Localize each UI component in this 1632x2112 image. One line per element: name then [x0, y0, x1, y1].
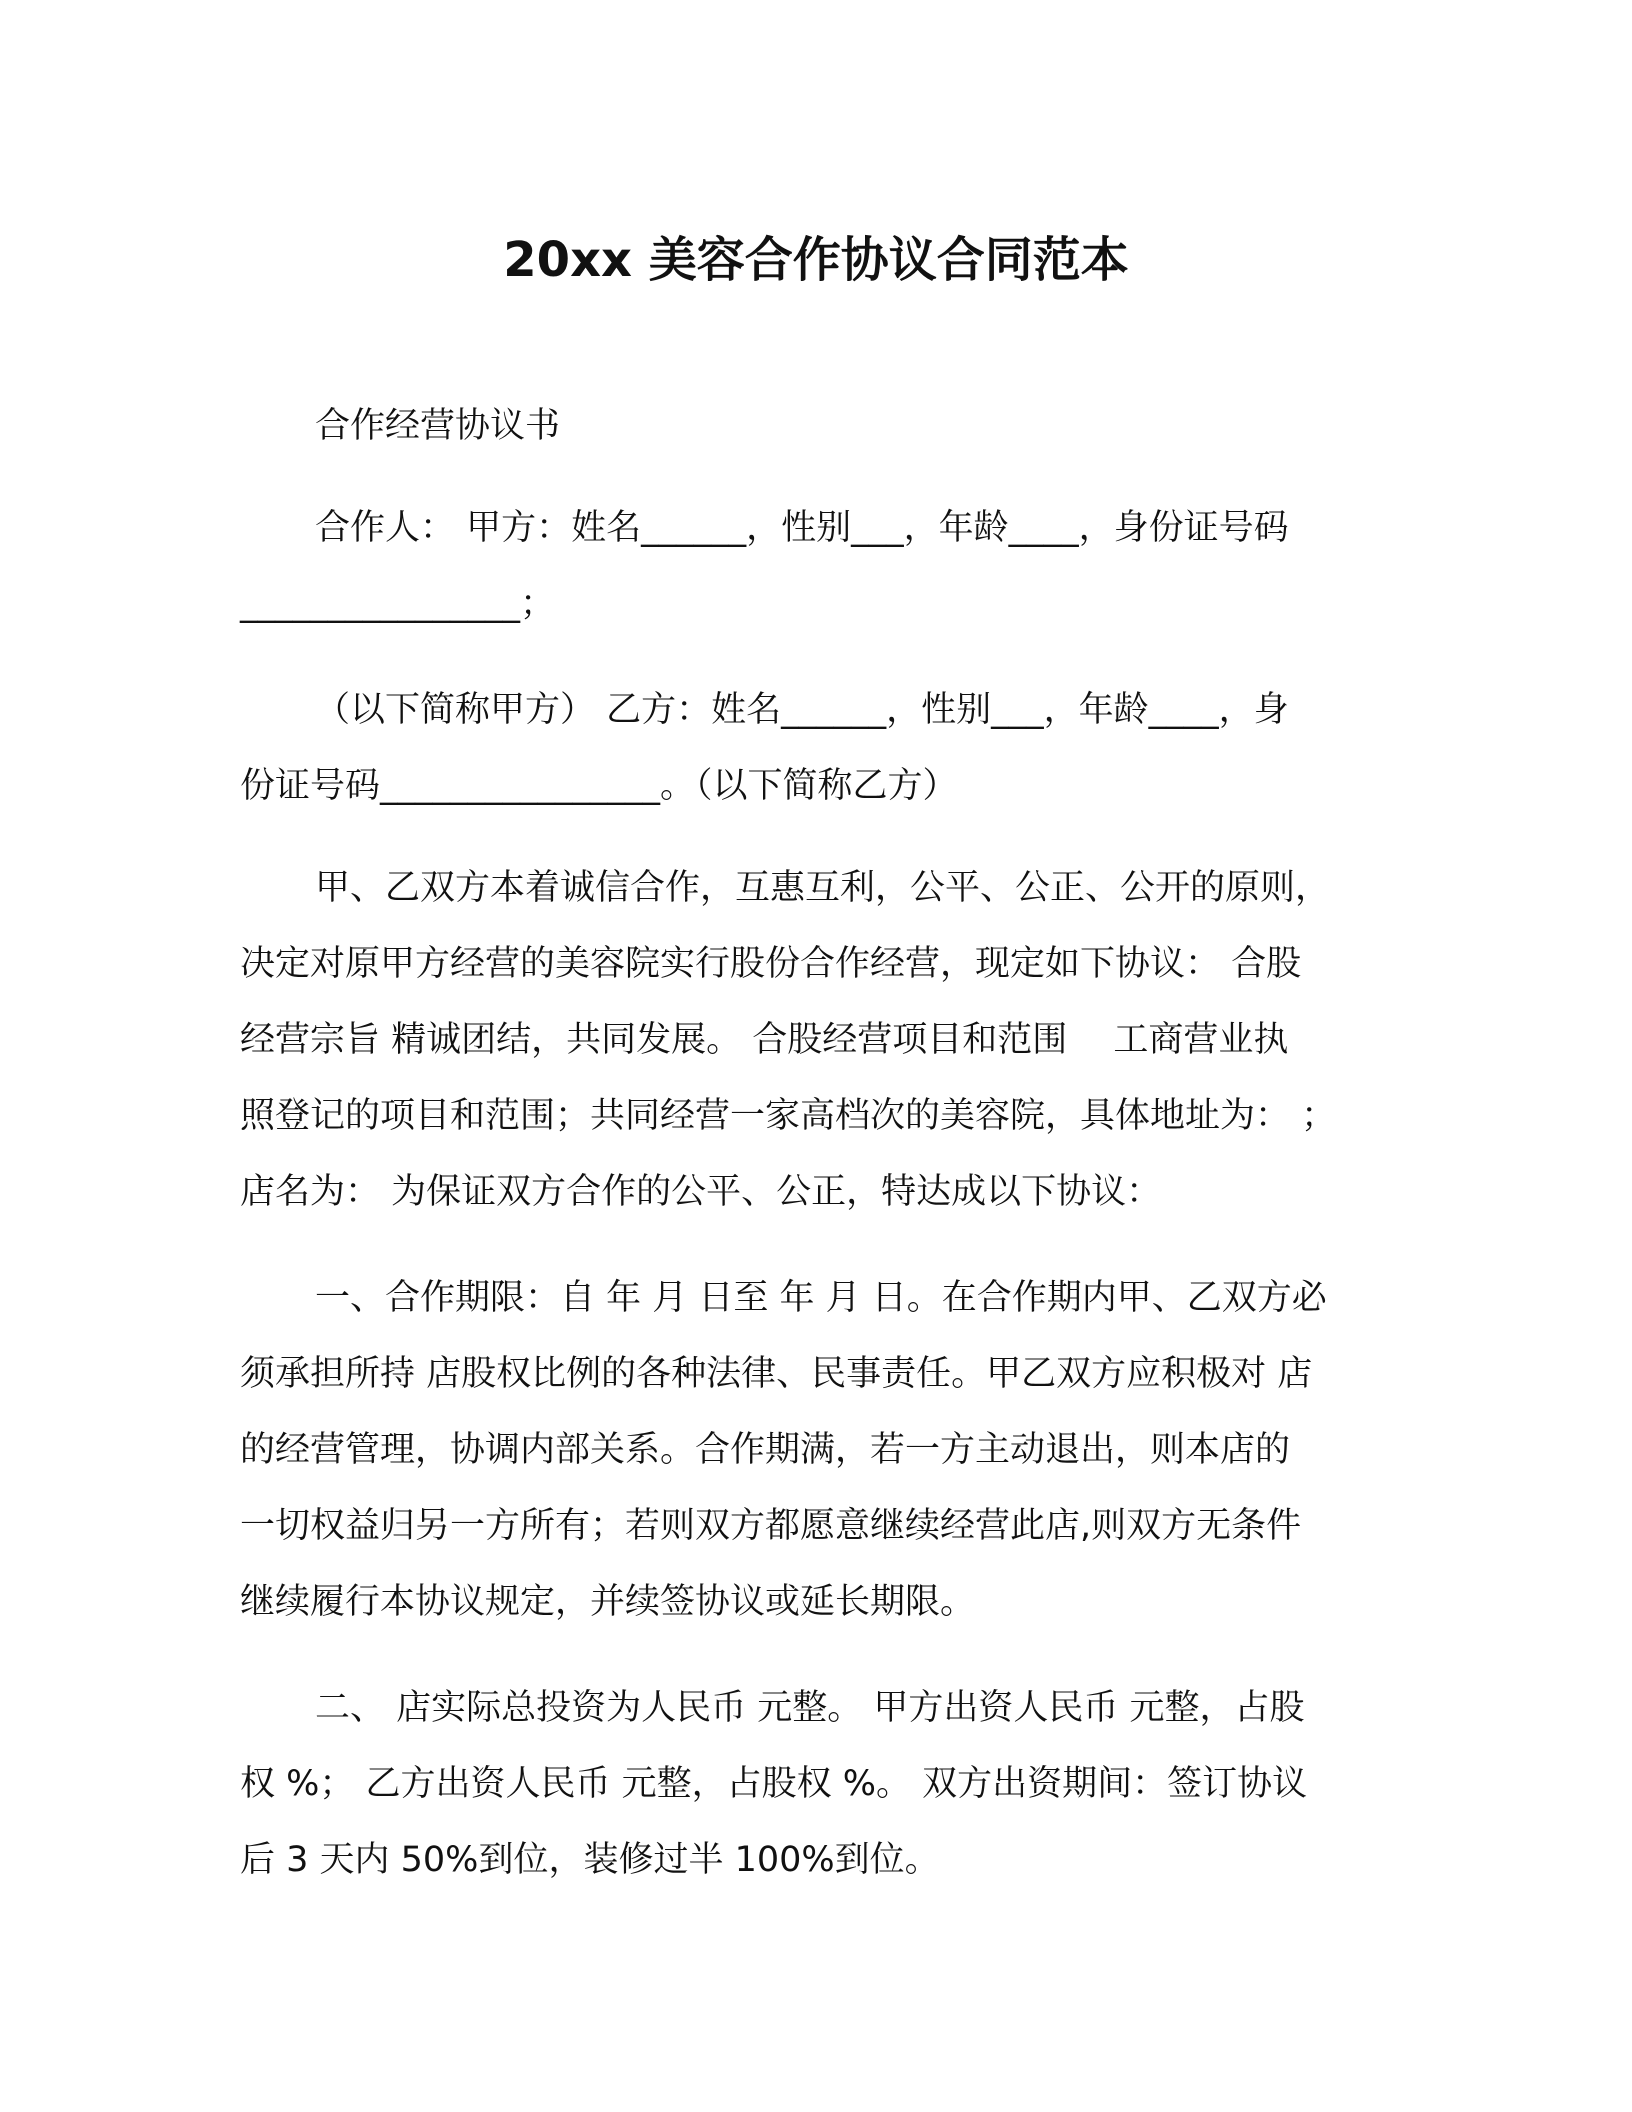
clause-1-line: 一、合作期限：自 年 月 日至 年 月 日。在合作期内甲、乙双方必	[315, 1278, 1327, 1318]
clause-1-line: 的经营管理，协调内部关系。合作期满，若一方主动退出，则本店的	[240, 1430, 1291, 1470]
party-b-line-2: 份证号码________________。（以下简称乙方）	[240, 766, 958, 806]
clause-1-line: 继续履行本协议规定，并续签协议或延长期限。	[240, 1582, 976, 1622]
intro-line: 经营宗旨 精诚团结，共同发展。 合股经营项目和范围 工商营业执	[240, 1020, 1289, 1060]
intro-line: 店名为： 为保证双方合作的公平、公正，特达成以下协议：	[240, 1172, 1162, 1212]
intro-line: 照登记的项目和范围；共同经营一家高档次的美容院，具体地址为： ；	[240, 1096, 1337, 1136]
clause-1-line: 一切权益归另一方所有；若则双方都愿意继续经营此店,则双方无条件	[240, 1506, 1302, 1546]
intro-line: 决定对原甲方经营的美容院实行股份合作经营，现定如下协议： 合股	[240, 944, 1302, 984]
clause-1-line: 须承担所持 店股权比例的各种法律、民事责任。甲乙双方应积极对 店	[240, 1354, 1313, 1394]
clause-2-line: 权 %； 乙方出资人民币 元整，占股权 %。 双方出资期间：签订协议	[240, 1764, 1308, 1804]
document-title: 20xx 美容合作协议合同范本	[503, 232, 1129, 288]
clause-2-line: 后 3 天内 50%到位，装修过半 100%到位。	[240, 1840, 940, 1880]
party-a-line-2: ________________；	[240, 584, 556, 624]
party-a-paragraph	[240, 490, 1380, 642]
clause-2-paragraph	[240, 1670, 1380, 1898]
section-heading-block	[240, 388, 1380, 464]
section-heading: 合作经营协议书	[315, 406, 561, 446]
clause-1-paragraph	[240, 1260, 1380, 1640]
party-a-line-1: 合作人： 甲方：姓名______，性别___，年龄____，身份证号码	[315, 508, 1289, 548]
intro-paragraph	[240, 850, 1380, 1230]
party-b-line-1: （以下简称甲方） 乙方：姓名______，性别___，年龄____，身	[315, 690, 1289, 730]
intro-line: 甲、乙双方本着诚信合作，互惠互利，公平、公正、公开的原则，	[315, 868, 1331, 908]
clause-2-line: 二、 店实际总投资为人民币 元整。 甲方出资人民币 元整，占股	[315, 1688, 1305, 1728]
party-b-paragraph	[240, 672, 1380, 824]
